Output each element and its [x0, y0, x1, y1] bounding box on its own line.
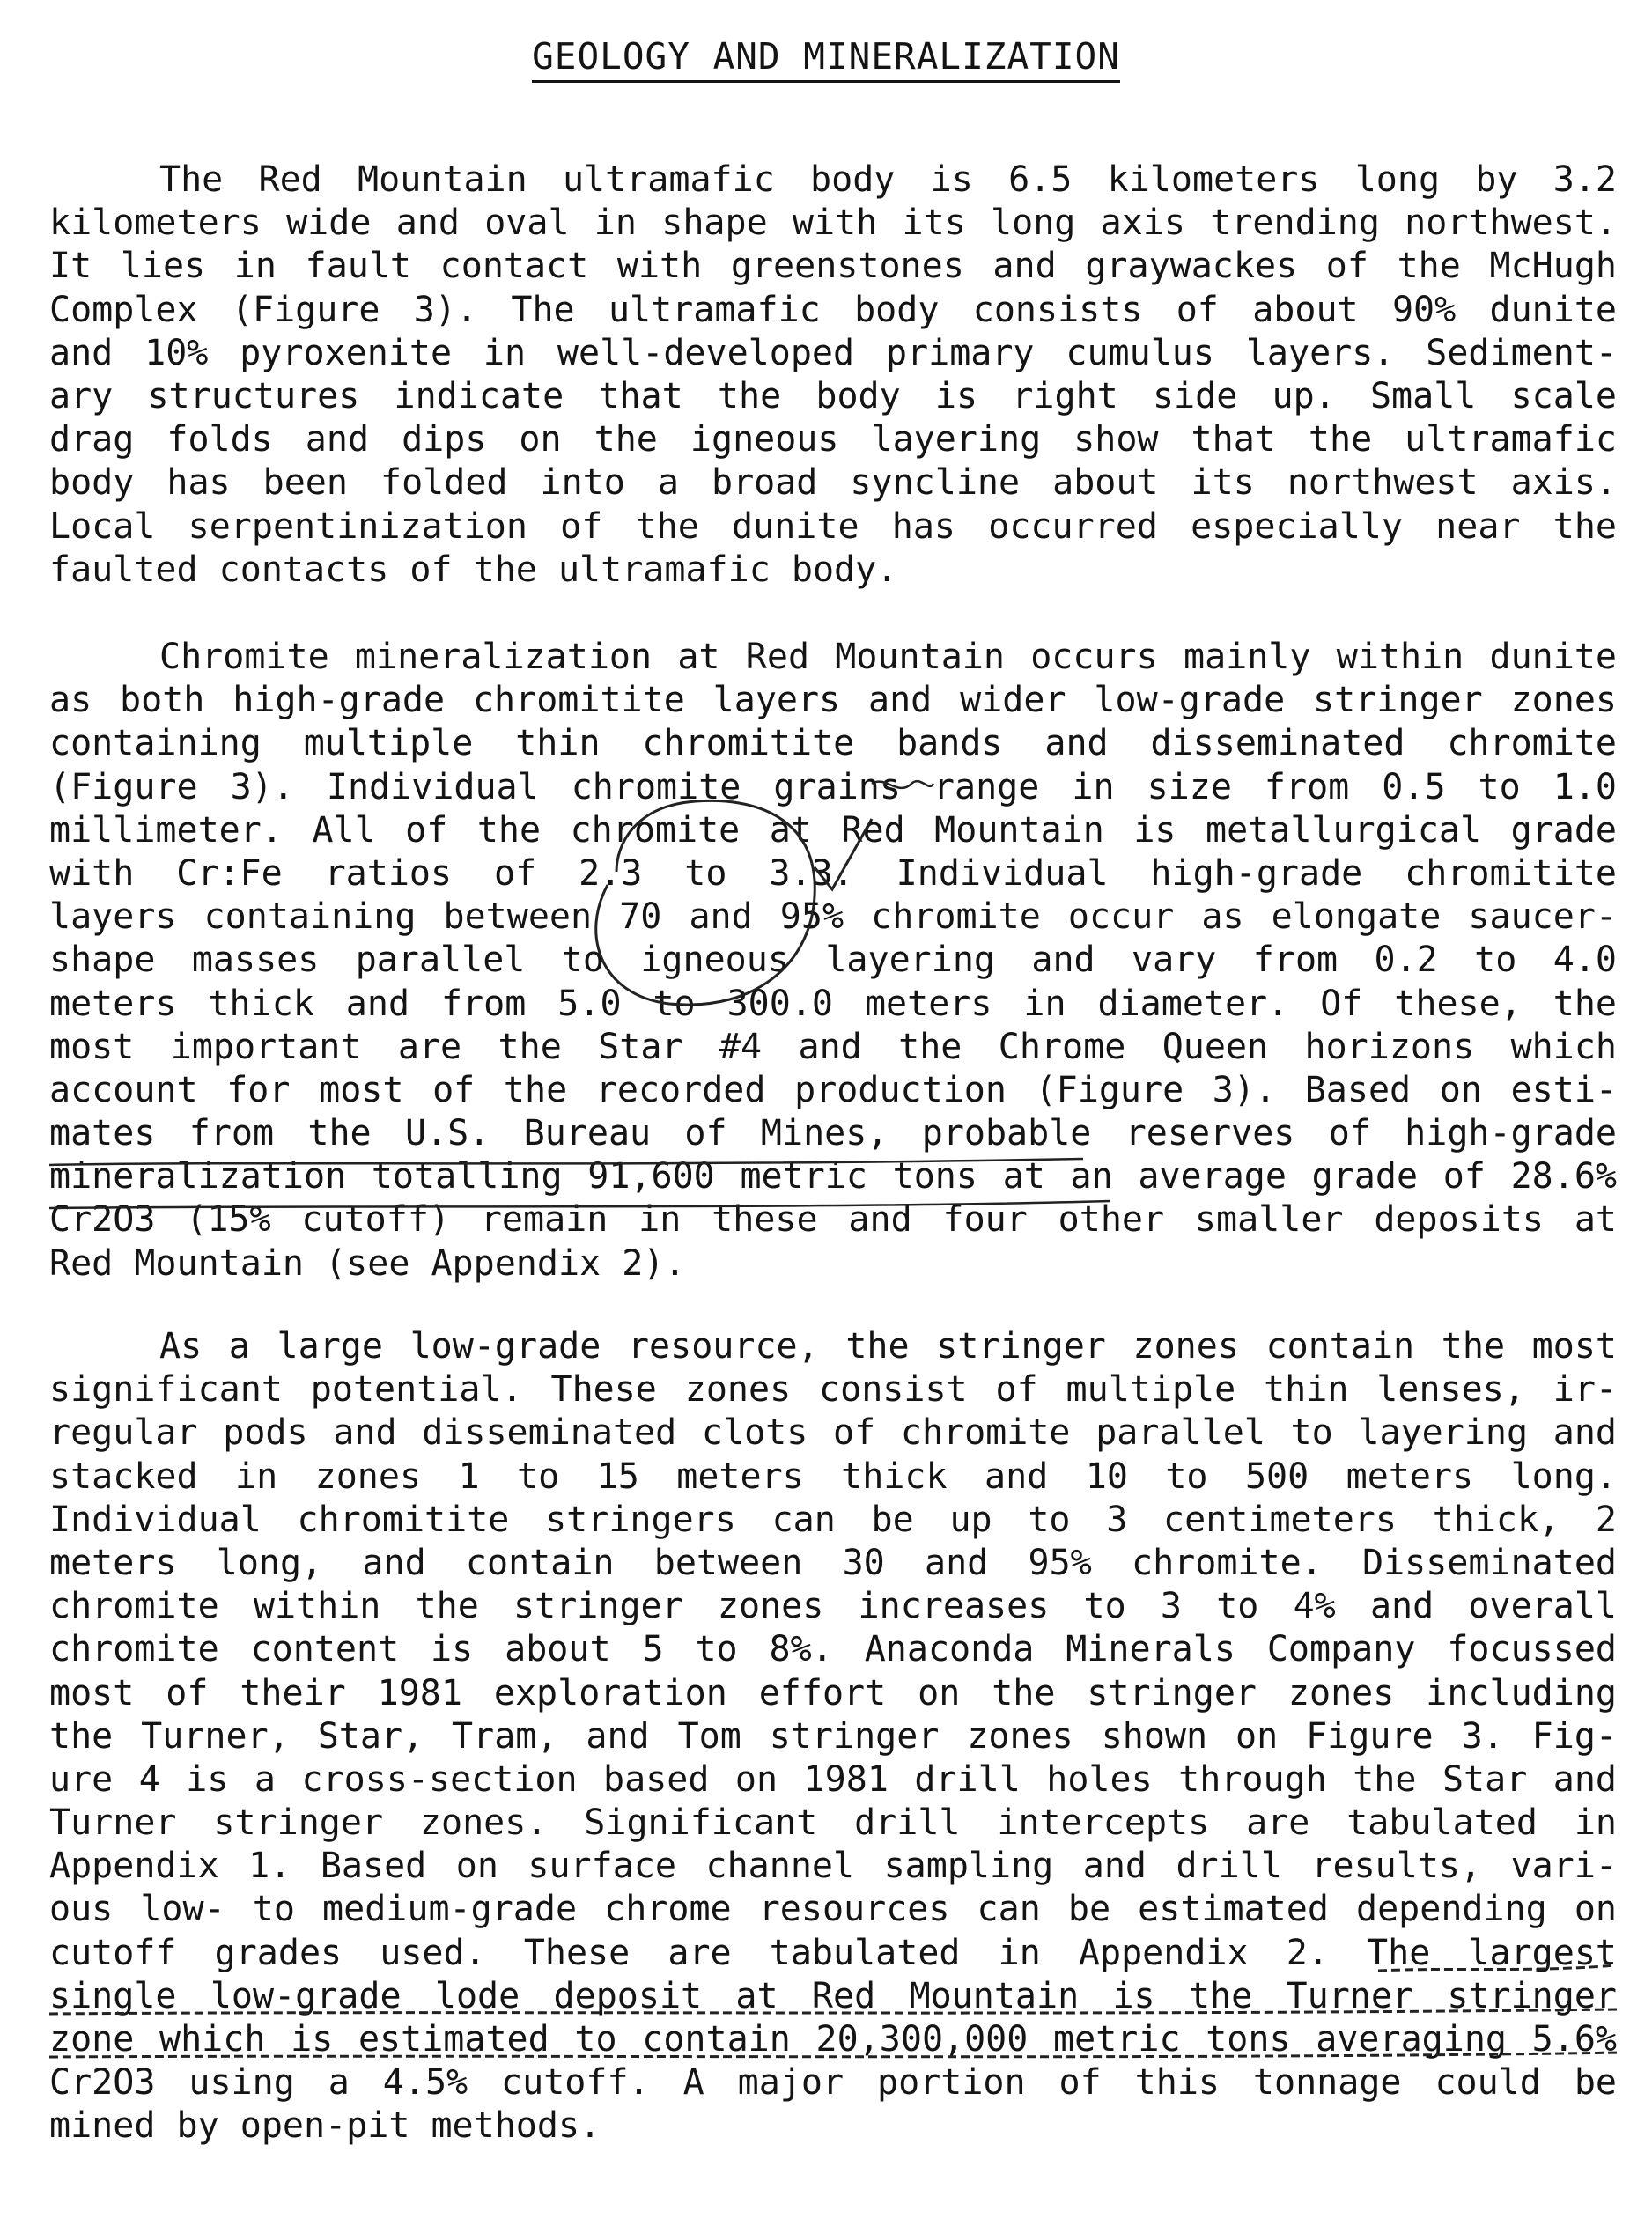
text-line: The Red Mountain ultramafic body is 6.5 kilometers long by 3.2 — [159, 159, 1617, 200]
text-line: body has been folded into a broad syncline about its northwest axis. — [49, 462, 1617, 504]
text-line: single low-grade lode deposit at Red Mountain is the Turner stringer — [49, 1975, 1617, 2016]
text-line: It lies in fault contact with greenstones and graywackes of the McHugh — [49, 246, 1617, 287]
text-line: mined by open-pit methods. — [49, 2105, 601, 2147]
page-title — [0, 33, 1652, 79]
text-line: and 10% pyroxenite in well-developed primary cumulus layers. Sediment- — [49, 332, 1617, 373]
text-line: Cr2O3 (15% cutoff) remain in these and four other smaller deposits at — [49, 1199, 1617, 1241]
text-line: containing multiple thin chromitite bands and disseminated chromite — [49, 723, 1617, 764]
text-line: Local serpentinization of the dunite has occurred especially near the — [49, 505, 1617, 547]
text-line: millimeter. All of the chromite at Red Mountain is metallurgical grade — [49, 809, 1617, 851]
text-line: drag folds and dips on the igneous layering show that the ultramafic — [49, 419, 1617, 461]
title-text: GEOLOGY AND MINERALIZATION — [532, 35, 1120, 83]
text-line: meters thick and from 5.0 to 300.0 meters in diameter. Of these, the — [49, 983, 1617, 1024]
text-line: As a large low-grade resource, the stringer zones contain the most — [159, 1326, 1617, 1367]
text-line: ary structures indicate that the body is right side up. Small scale — [49, 375, 1617, 416]
text-line: (Figure 3). Individual chromite grains range in size from 0.5 to 1.0 — [49, 766, 1617, 807]
text-line: Complex (Figure 3). The ultramafic body consists of about 90% dunite — [49, 289, 1617, 330]
text-line: Chromite mineralization at Red Mountain occurs mainly within dunite — [159, 637, 1617, 677]
paragraph-3 — [49, 1325, 1617, 2149]
text-line: Cr2O3 using a 4.5% cutoff. A major portion of this tonnage could be — [49, 2062, 1617, 2104]
text-line: meters long, and contain between 30 and 95% chromite. Disseminated — [49, 1542, 1617, 1583]
text-line: Red Mountain (see Appendix 2). — [49, 1242, 686, 1284]
text-line: kilometers wide and oval in shape with its long axis trending northwest. — [49, 203, 1617, 244]
text-line: Appendix 1. Based on surface channel sampling and drill results, vari- — [49, 1846, 1617, 1887]
text-line: account for most of the recorded production (Figure 3). Based on esti- — [49, 1069, 1617, 1110]
text-line: layers containing between 70 and 95% chromite occur as elongate saucer- — [49, 896, 1617, 938]
paragraph-1 — [49, 158, 1617, 592]
text-line: chromite within the stringer zones increases to 3 to 4% and overall — [49, 1586, 1617, 1627]
text-line: stacked in zones 1 to 15 meters thick and 10 to 500 meters long. — [49, 1456, 1617, 1497]
text-line: mineralization totalling 91,600 metric tons at an average grade of 28.6% — [49, 1156, 1617, 1198]
text-line: most of their 1981 exploration effort on the stringer zones including — [49, 1672, 1617, 1714]
text-line: with Cr:Fe ratios of 2.3 to 3.3. Individual high-grade chromitite — [49, 852, 1617, 894]
text-line: Turner stringer zones. Significant drill intercepts are tabulated in — [49, 1802, 1617, 1844]
text-line: chromite content is about 5 to 8%. Anaconda Minerals Company focussed — [49, 1629, 1617, 1670]
text-line: most important are the Star #4 and the Chrome Queen horizons which — [49, 1026, 1617, 1067]
text-line: faulted contacts of the ultramafic body. — [49, 549, 898, 590]
text-line: shape masses parallel to igneous layering and vary from 0.2 to 4.0 — [49, 940, 1617, 981]
text-line: the Turner, Star, Tram, and Tom stringer zones shown on Figure 3. Fig- — [49, 1715, 1617, 1757]
paragraph-2 — [49, 636, 1617, 1286]
text-line: regular pods and disseminated clots of chromite parallel to layering and — [49, 1412, 1617, 1454]
text-line: cutoff grades used. These are tabulated in Appendix 2. The largest — [49, 1932, 1617, 1973]
text-line: mates from the U.S. Bureau of Mines, probable reserves of high-grade — [49, 1113, 1617, 1154]
text-line: zone which is estimated to contain 20,300,000 metric tons averaging 5.6% — [49, 2019, 1617, 2060]
text-line: ous low- to medium-grade chrome resources can be estimated depending on — [49, 1889, 1617, 1930]
text-line: significant potential. These zones consist of multiple thin lenses, ir- — [49, 1369, 1617, 1411]
text-line: as both high-grade chromitite layers and wider low-grade stringer zones — [49, 680, 1617, 721]
text-line: ure 4 is a cross-section based on 1981 drill holes through the Star and — [49, 1758, 1617, 1800]
text-line: Individual chromitite stringers can be up to 3 centimeters thick, 2 — [49, 1499, 1617, 1540]
